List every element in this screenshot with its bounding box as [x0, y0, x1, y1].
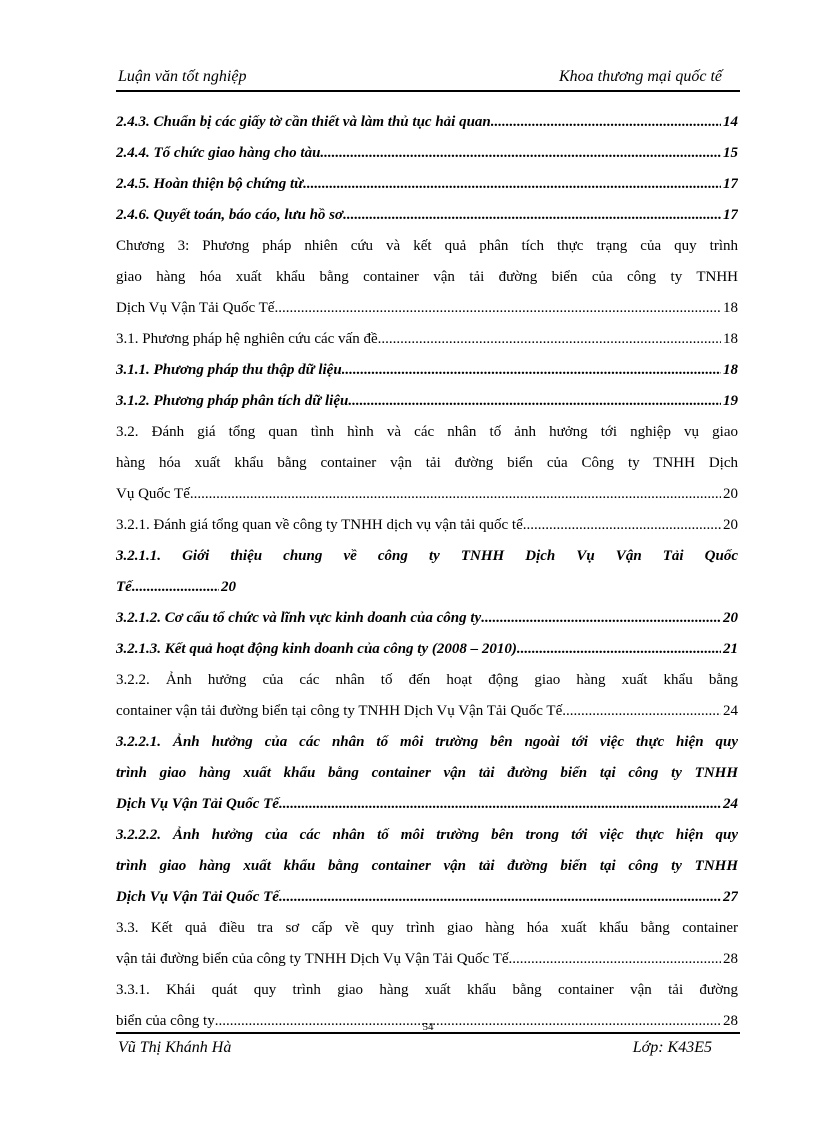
- toc-page-number: 17: [723, 176, 738, 192]
- toc-dot-leader: [132, 572, 219, 603]
- toc-entry: [116, 200, 738, 231]
- toc-page-number: 28: [723, 1013, 738, 1029]
- toc-page-number: 24: [723, 703, 738, 719]
- toc-entry-leader-line: [116, 107, 738, 138]
- toc-dot-leader: [562, 696, 721, 727]
- toc-entry-text-line: hàng hóa xuất khẩu bằng container vận tải đường biển của Công ty TNHH Dịch: [116, 455, 738, 471]
- toc-page-number: 20: [723, 610, 738, 626]
- toc-entry-title: 2.4.6. Quyết toán, báo cáo, lưu hồ sơ: [116, 207, 344, 223]
- toc-entry: [116, 913, 738, 975]
- toc-page-number: 19: [723, 393, 738, 409]
- toc-entry-title: Dịch Vụ Vận Tải Quốc Tế: [116, 300, 275, 316]
- toc-entry-title: 2.4.3. Chuẩn bị các giấy tờ cần thiết và làm thủ tục hải quan: [116, 114, 491, 130]
- toc-entry-text-line: Chương 3: Phương pháp nhiên cứu và kết quả phân tích thực trạng của quy trình: [116, 238, 738, 254]
- toc-entry: [116, 541, 738, 603]
- toc-page-number: 18: [723, 300, 738, 316]
- toc-dot-leader: [320, 138, 721, 169]
- toc-entry-text-line: 3.3. Kết quả điều tra sơ cấp về quy trình giao hàng hóa xuất khẩu bằng container: [116, 920, 738, 936]
- toc-entry-leader-line: [116, 944, 738, 975]
- toc-dot-leader: [509, 944, 721, 975]
- toc-entry-leader-line: [116, 479, 738, 510]
- toc-entry-text-line: trình giao hàng xuất khẩu bằng container vận tải đường biển tại công ty TNHH: [116, 765, 738, 781]
- toc-dot-leader: [491, 107, 721, 138]
- toc-entry-leader-line: [116, 572, 236, 603]
- toc-page-number: 18: [723, 362, 738, 378]
- toc-entry-title: Tế: [116, 579, 132, 595]
- toc-page-number: 15: [723, 145, 738, 161]
- toc-page-number: 27: [723, 889, 738, 905]
- toc-entry: [116, 107, 738, 138]
- toc-entry: [116, 169, 738, 200]
- toc-entry-title: 3.2.1.2. Cơ cấu tổ chức và lĩnh vực kinh doanh của công ty: [116, 610, 482, 626]
- toc-page-number: 24: [723, 796, 738, 812]
- toc-entry-title: biển của công ty: [116, 1013, 215, 1029]
- toc-page-number: 28: [723, 951, 738, 967]
- toc-entry: [116, 727, 738, 820]
- toc-entry-title: 3.2.1.3. Kết quả hoạt động kinh doanh của công ty (2008 – 2010): [116, 641, 517, 657]
- toc-entry-title: 3.1.1. Phương pháp thu thập dữ liệu: [116, 362, 342, 378]
- toc-entry-title: 3.2.1. Đánh giá tổng quan về công ty TNHH dịch vụ vận tải quốc tế: [116, 517, 523, 533]
- toc-dot-leader: [342, 355, 721, 386]
- toc-dot-leader: [274, 293, 721, 324]
- toc-entry: [116, 231, 738, 324]
- toc-dot-leader: [517, 634, 721, 665]
- header-thesis-label: Luận văn tốt nghiệp: [118, 68, 247, 85]
- toc-page-number: 17: [723, 207, 738, 223]
- toc-entry-title: 2.4.5. Hoàn thiện bộ chứng từ: [116, 176, 304, 192]
- toc-entry: [116, 510, 738, 541]
- toc-dot-leader: [190, 479, 721, 510]
- toc-entry-text-line: 3.2.2. Ảnh hưởng của các nhân tố đến hoạt động giao hàng xuất khẩu bằng: [116, 672, 738, 688]
- toc-entry-text-line: 3.2. Đánh giá tổng quan tình hình và các nhân tố ảnh hưởng tới nghiệp vụ giao: [116, 424, 738, 440]
- toc-entry-title: 3.1. Phương pháp hệ nghiên cứu các vấn đề: [116, 331, 378, 347]
- toc-entry-leader-line: [116, 696, 738, 727]
- toc-entry-leader-line: [116, 882, 738, 913]
- toc-entry-leader-line: [116, 169, 738, 200]
- toc-entry-leader-line: [116, 200, 738, 231]
- toc-dot-leader: [378, 324, 721, 355]
- toc-entry-text-line: 3.2.2.1. Ảnh hưởng của các nhân tố môi trường bên ngoài tới việc thực hiện quy: [116, 734, 738, 750]
- toc-entry-text-line: 3.3.1. Khái quát quy trình giao hàng xuất khẩu bằng container vận tải đường: [116, 982, 738, 998]
- toc-page-number: 20: [221, 579, 236, 595]
- toc-entry-text-line: giao hàng hóa xuất khẩu bằng container vận tải đường biển của công ty TNHH: [116, 269, 738, 285]
- toc-entry: [116, 417, 738, 510]
- toc-entry-leader-line: [116, 324, 738, 355]
- table-of-contents: [116, 107, 738, 1037]
- toc-entry-leader-line: [116, 789, 738, 820]
- toc-dot-leader: [279, 882, 721, 913]
- toc-entry-leader-line: [116, 138, 738, 169]
- toc-dot-leader: [348, 386, 721, 417]
- toc-entry-leader-line: [116, 355, 738, 386]
- toc-entry-title: container vận tải đường biển tại công ty TNHH Dịch Vụ Vận Tải Quốc Tế: [116, 703, 563, 719]
- toc-entry: [116, 820, 738, 913]
- toc-dot-leader: [279, 789, 721, 820]
- toc-entry-text-line: trình giao hàng xuất khẩu bằng container vận tải đường biển tại công ty TNHH: [116, 858, 738, 874]
- toc-entry-title: Dịch Vụ Vận Tải Quốc Tế: [116, 796, 279, 812]
- page-header: [116, 66, 740, 92]
- footer-author: Vũ Thị Khánh Hà: [118, 1039, 232, 1056]
- toc-entry-leader-line: [116, 603, 738, 634]
- footer-class: Lớp: K43E5: [632, 1039, 712, 1056]
- toc-page-number: 20: [723, 517, 738, 533]
- header-faculty-label: Khoa thương mại quốc tế: [558, 68, 722, 85]
- toc-entry-leader-line: [116, 293, 738, 324]
- toc-dot-leader: [343, 200, 721, 231]
- toc-dot-leader: [523, 510, 721, 541]
- toc-entry-title: 3.1.2. Phương pháp phân tích dữ liệu: [116, 393, 349, 409]
- toc-entry-leader-line: [116, 510, 738, 541]
- toc-entry-text-line: 3.2.1.1. Giới thiệu chung về công ty TNHH Dịch Vụ Vận Tải Quốc: [116, 548, 738, 564]
- toc-entry: [116, 324, 738, 355]
- toc-entry: [116, 665, 738, 727]
- toc-dot-leader: [303, 169, 721, 200]
- toc-dot-leader: [481, 603, 721, 634]
- page-number: 54: [422, 1021, 434, 1033]
- toc-page-number: 21: [723, 641, 738, 657]
- toc-entry: [116, 603, 738, 634]
- toc-entry: [116, 386, 738, 417]
- toc-entry-text-line: 3.2.2.2. Ảnh hưởng của các nhân tố môi trường bên trong tới việc thực hiện quy: [116, 827, 738, 843]
- toc-entry-title: Vụ Quốc Tế: [116, 486, 190, 502]
- toc-entry-title: vận tải đường biển của công ty TNHH Dịch Vụ Vận Tải Quốc Tế: [116, 951, 509, 967]
- toc-page-number: 14: [723, 114, 738, 130]
- toc-entry: [116, 355, 738, 386]
- toc-entry-title: Dịch Vụ Vận Tải Quốc Tế: [116, 889, 279, 905]
- toc-entry-title: 2.4.4. Tổ chức giao hàng cho tàu: [116, 145, 321, 161]
- toc-page-number: 20: [723, 486, 738, 502]
- toc-entry: [116, 138, 738, 169]
- toc-entry-leader-line: [116, 634, 738, 665]
- toc-page-number: 18: [723, 331, 738, 347]
- toc-entry: [116, 634, 738, 665]
- toc-entry-leader-line: [116, 386, 738, 417]
